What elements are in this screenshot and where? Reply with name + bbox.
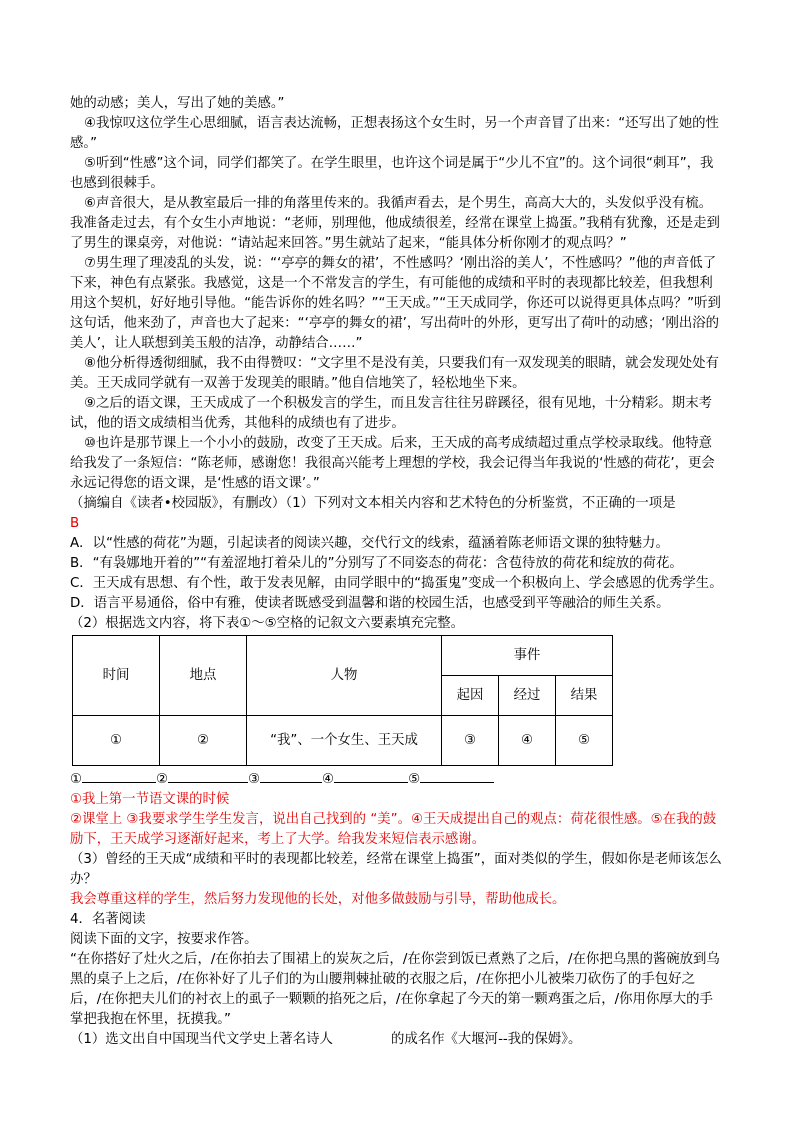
- cell-time: ①: [73, 716, 160, 766]
- header-people: 人物: [247, 636, 442, 716]
- instruction: 阅读下面的文字，按要求作答。: [70, 932, 258, 947]
- answer-3: 我会尊重这样的学生，然后努力发现他的长处，对他多做鼓励与引导，帮助他成长。: [70, 892, 566, 907]
- paragraph: ⑧他分析得透彻细腻，我不由得赞叹：“文字里不是没有美，只要我们有一双发现美的眼睛，就会发现处处有美。王天成同学就有一双善于发现美的眼睛。”他自信地笑了，轻松地坐下来。: [70, 356, 719, 391]
- blank-label: ⑤: [408, 772, 421, 787]
- answer-blank[interactable]: [82, 768, 156, 783]
- header-process: 经过: [499, 676, 556, 716]
- header-place: 地点: [160, 636, 247, 716]
- paragraph: ④我惊叹这位学生心思细腻，语言表达流畅，正想表扬这个女生时，另一个声音冒了出来：“还写出了她的性感。”: [70, 116, 719, 151]
- answer-2-line: ①我上第一节语文课的时候: [70, 792, 230, 807]
- paragraph: 她的动感；美人，写出了她的美感。”: [70, 96, 285, 111]
- question-3: （3）曾经的王天成“成绩和平时的表现都比较差，经常在课堂上捣蛋”，面对类似的学生，假如你是老师该怎么办？: [70, 852, 722, 887]
- section-heading: 4．名著阅读: [70, 912, 146, 927]
- answer-blanks-line: [70, 768, 724, 790]
- source-line: （摘编自《读者•校园版》，有删改）（1）下列对文本相关内容和艺术特色的分析鉴赏，不正确的一项是: [70, 496, 676, 511]
- option-a: A．以“性感的荷花”为题，引起读者的阅读兴趣，交代行文的线索，蕴涵着陈老师语文课的独特魅力。: [70, 536, 669, 551]
- paragraph: ⑨之后的语文课，王天成成了一个积极发言的学生，而且发言往往另辟蹊径，很有见地，十分精彩。期末考试，他的语文成绩相当优秀，其他科的成绩也有了进步。: [70, 396, 712, 431]
- option-c: C．王天成有思想、有个性，敢于发表见解，由同学眼中的“捣蛋鬼”变成一个积极向上、学会感恩的优秀学生。: [70, 576, 723, 591]
- question-text: （1）选文出自中国现当代文学史上著名诗人: [70, 1032, 333, 1047]
- blank-label: ④: [322, 772, 335, 787]
- answer-blank[interactable]: [260, 768, 322, 783]
- answer-1: B: [70, 516, 80, 531]
- header-event: 事件: [442, 636, 613, 676]
- paragraph: ⑦男生理了理凌乱的头发，说：“‘亭亭的舞女的裙’，不性感吗？‘刚出浴的美人’，不性感吗？”他的声音低了下来，神色有点紧张。我感觉，这是一个不常发言的学生，有可能他的成绩和平时的表现都比较差，但我想利用这个契机，好好地引导他。“能告诉你的姓名吗？”“王天成。”“王天成同学，你还可以说得更具体点吗？”听到这句话，他来劲了，声音也大了起来：“‘亭亭的舞女的裙’，写出荷叶的外形，更写出了荷叶的动感；‘刚出浴的美人’，让人联想到美玉般的洁净，动静结合……”: [70, 256, 721, 351]
- blank-label: ②: [156, 772, 169, 787]
- header-result: 结果: [556, 676, 613, 716]
- poem-excerpt: “在你搭好了灶火之后，/在你拍去了围裙上的炭灰之后，/在你尝到饭已煮熟了之后，/在你把乌黑的酱碗放到乌黑的桌子上之后，/在你补好了儿子们的为山腰荆棘扯破的衣服之后，/在你把小儿被柴刀砍伤了的手包好之后，/在你把夫儿们的衬衣上的虱子一颗颗的掐死之后，/在你拿起了今天的第一颗鸡蛋之后，/你用你厚大的手掌把我抱在怀里，抚摸我。”: [70, 952, 720, 1027]
- question-4-1: [70, 1030, 724, 1050]
- document-page: [70, 94, 724, 1050]
- paragraph: ⑥声音很大，是从教室最后一排的角落里传来的。我循声看去，是个男生，高高大大的，头发似乎没有梳。我准备走过去，有个女生小声地说：“老师，别理他，他成绩很差，经常在课堂上捣蛋。”我稍有犹豫，还是走到了男生的课桌旁，对他说：“请站起来回答。”男生就站了起来，“能具体分析你刚才的观点吗？”: [70, 196, 720, 251]
- answer-blank[interactable]: [420, 768, 494, 783]
- header-cause: 起因: [442, 676, 499, 716]
- paragraph: ⑤听到“性感”这个词，同学们都笑了。在学生眼里，也许这个词是属于“少儿不宜”的。这个词很“刺耳”，我也感到很棘手。: [70, 156, 714, 191]
- answer-blank[interactable]: [168, 768, 248, 783]
- blank-label: ③: [248, 772, 261, 787]
- option-b: B．“有袅娜地开着的”“有羞涩地打着朵儿的”分别写了不同姿态的荷花：含苞待放的荷花和绽放的荷花。: [70, 556, 683, 571]
- narrative-elements-table: [72, 635, 613, 766]
- cell-result: ⑤: [556, 716, 613, 766]
- header-time: 时间: [73, 636, 160, 716]
- option-d: D．语言平易通俗，俗中有雅，使读者既感受到温馨和谐的校园生活，也感受到平等融洽的师生关系。: [70, 596, 670, 611]
- answer-2-line: ②课堂上 ③我要求学生学生发言，说出自己找到的 “美”。④王天成提出自己的观点：荷花很性感。⑤在我的鼓励下，王天成学习逐渐好起来，考上了大学。给我发来短信表示感谢。: [70, 812, 717, 847]
- cell-cause: ③: [442, 716, 499, 766]
- cell-people: “我”、一个女生、王天成: [247, 716, 442, 766]
- cell-process: ④: [499, 716, 556, 766]
- cell-place: ②: [160, 716, 247, 766]
- question-2: （2）根据选文内容，将下表①～⑤空格的记叙文六要素填充完整。: [70, 616, 465, 631]
- question-text: 的成名作《大堰河--我的保姆》。: [390, 1032, 582, 1047]
- answer-blank[interactable]: [334, 768, 408, 783]
- blank-label: ①: [70, 772, 83, 787]
- paragraph: ⑩也许是那节课上一个小小的鼓励，改变了王天成。后来，王天成的高考成绩超过重点学校录取线。他特意给我发了一条短信：“陈老师，感谢您！我很高兴能考上理想的学校，我会记得当年我说的‘性感的荷花’，更会永远记得您的语文课，是‘性感的语文课’。”: [70, 436, 715, 491]
